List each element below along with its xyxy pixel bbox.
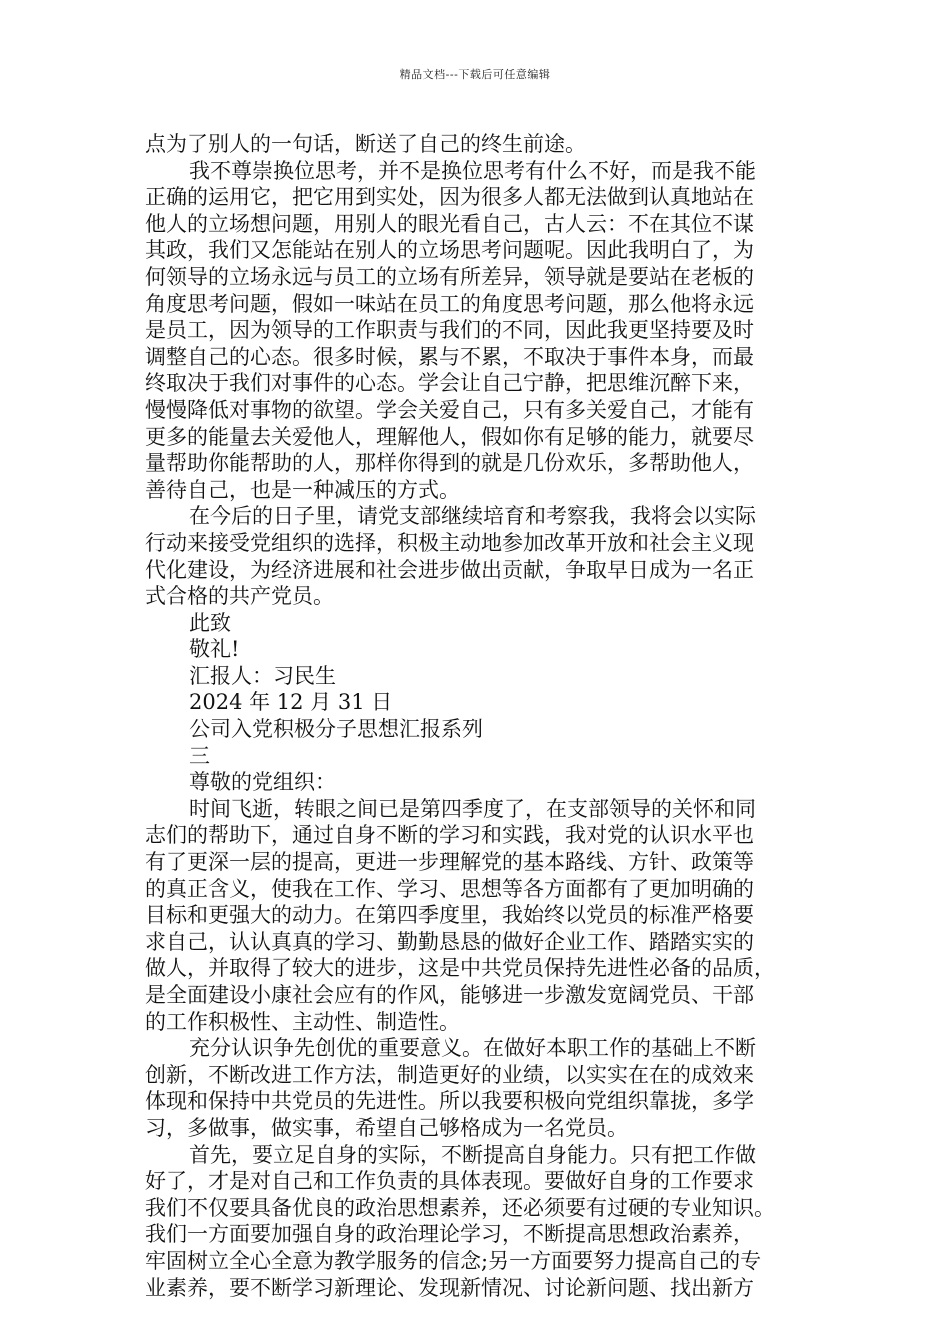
text-line: 我们一方面要加强自身的政治理论学习，不断提高思想政治素养， xyxy=(145,1222,754,1247)
text-line: 我们不仅要具备优良的政治思想素养，还必须要有过硬的专业知识。 xyxy=(145,1195,775,1220)
text-line: 角度思考问题，假如一味站在员工的角度思考问题，那么他将永远 xyxy=(145,291,754,316)
text-line: 慢慢降低对事物的欲望。学会关爱自己，只有多关爱自己，才能有 xyxy=(145,397,754,422)
text-line: 是员工，因为领导的工作职责与我们的不同，因此我更坚持要及时 xyxy=(145,318,754,343)
text-line: 善待自己，也是一种减压的方式。 xyxy=(145,477,460,502)
text-line: 求自己，认认真真的学习、勤勤恳恳的做好企业工作、踏踏实实的 xyxy=(145,929,754,954)
text-line: 敬礼! xyxy=(189,637,240,662)
text-line: 是全面建设小康社会应有的作风，能够进一步激发宽阔党员、干部 xyxy=(145,983,754,1007)
text-line: 尊敬的党组织： xyxy=(189,770,336,795)
text-line: 此致 xyxy=(189,610,231,635)
text-line: 首先，要立足自身的实际，不断提高自身能力。只有把工作做 xyxy=(189,1142,756,1167)
text-line: 时间飞逝，转眼之间已是第四季度了，在支部领导的关怀和同 xyxy=(189,796,756,821)
text-line: 2024 年 12 月 31 日 xyxy=(189,690,393,715)
text-line: 点为了别人的一句话，断送了自己的终生前途。 xyxy=(145,132,586,156)
text-line: 志们的帮助下，通过自身不断的学习和实践，我对党的认识水平也 xyxy=(145,823,754,848)
text-line: 正确的运用它，把它用到实处，因为很多人都无法做到认真地站在 xyxy=(145,185,754,210)
text-line: 体现和保持中共党员的先进性。所以我要积极向党组织靠拢，多学 xyxy=(145,1089,754,1114)
text-line: 有了更深一层的提高，更进一步理解党的基本路线、方针、政策等 xyxy=(145,850,754,875)
text-line: 行动来接受党组织的选择，积极主动地参加改革开放和社会主义现 xyxy=(145,530,754,555)
text-line: 业素养，要不断学习新理论、发现新情况、讨论新问题、找出新方 xyxy=(145,1275,754,1300)
text-line: 调整自己的心态。很多时候，累与不累，不取决于事件本身，而最 xyxy=(145,344,754,369)
text-line: 创新，不断改进工作方法，制造更好的业绩，以实实在在的成效来 xyxy=(145,1062,754,1087)
text-line: 的工作积极性、主动性、制造性。 xyxy=(145,1009,460,1034)
text-line: 三 xyxy=(189,743,210,768)
text-line: 式合格的共产党员。 xyxy=(145,584,334,609)
text-line: 习，多做事，做实事，希望自己够格成为一名党员。 xyxy=(145,1115,628,1140)
text-line: 量帮助你能帮助的人，那样你得到的就是几份欢乐，多帮助他人， xyxy=(145,451,754,476)
text-line: 目标和更强大的动力。在第四季度里，我始终以党员的标准严格要 xyxy=(145,903,754,928)
text-line: 我不尊崇换位思考，并不是换位思考有什么不好，而是我不能 xyxy=(189,158,756,183)
text-line: 何领导的立场永远与员工的立场有所差异，领导就是要站在老板的 xyxy=(145,264,754,289)
document-body xyxy=(145,131,805,1301)
text-line: 终取决于我们对事件的心态。学会让自己宁静，把思维沉醉下来， xyxy=(145,371,754,396)
text-line: 他人的立场想问题，用别人的眼光看自己，古人云：不在其位不谋 xyxy=(145,211,754,236)
text-line: 其政，我们又怎能站在别人的立场思考问题呢。因此我明白了，为 xyxy=(145,238,754,263)
text-line: 公司入党积极分子思想汇报系列 xyxy=(189,717,483,742)
text-line: 汇报人：习民生 xyxy=(189,663,336,688)
text-line: 更多的能量去关爱他人，理解他人，假如你有足够的能力，就要尽 xyxy=(145,424,754,449)
text-line: 充分认识争先创优的重要意义。在做好本职工作的基础上不断 xyxy=(189,1036,756,1061)
page-header: 精品文档---下载后可任意编辑 xyxy=(399,68,551,81)
text-line: 代化建设，为经济进展和社会进步做出贡献，争取早日成为一名正 xyxy=(145,557,754,582)
text-line: 好了，才是对自己和工作负责的具体表现。要做好自身的工作要求 xyxy=(145,1169,754,1194)
text-line: 牢固树立全心全意为教学服务的信念;另一方面要努力提高自己的专 xyxy=(145,1248,762,1273)
text-line: 做人，并取得了较大的进步，这是中共党员保持先进性必备的品质， xyxy=(145,956,775,981)
text-line: 的真正含义，使我在工作、学习、思想等各方面都有了更加明确的 xyxy=(145,876,754,901)
text-line: 在今后的日子里，请党支部继续培育和考察我，我将会以实际 xyxy=(189,504,756,529)
